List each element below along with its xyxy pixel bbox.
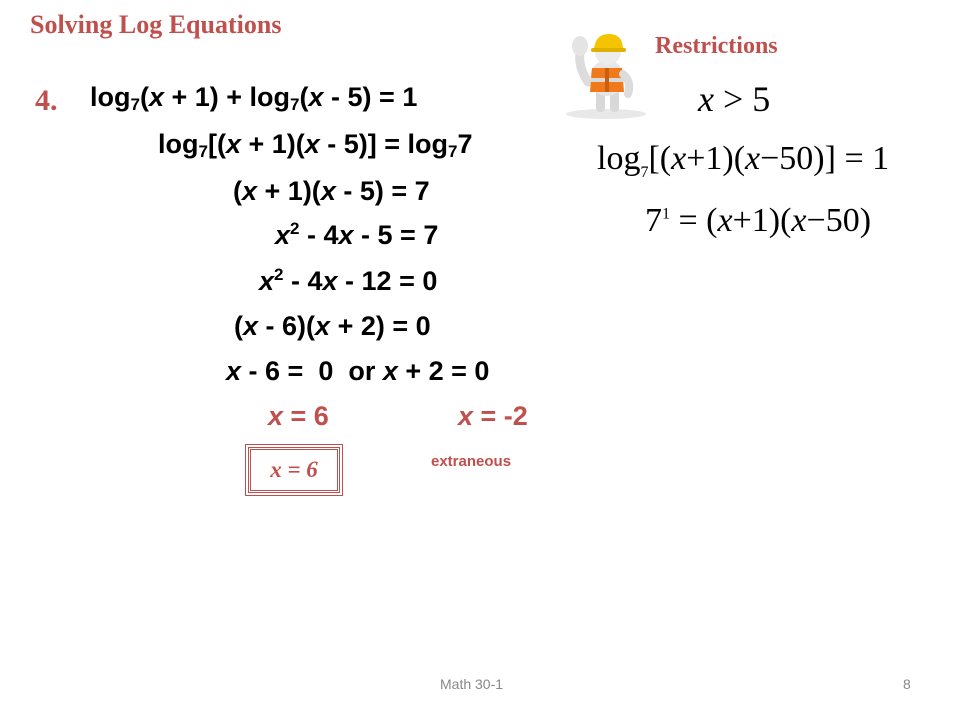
extraneous-label: extraneous [431, 453, 512, 470]
step-2: $\log_7[(x + 1)(x - 5)] = \log_77$ [158, 129, 473, 161]
restriction-equation-2: $7^1 = (x+1)(x-50)$ [645, 202, 872, 239]
restrictions-heading: Restrictions [655, 33, 778, 59]
step-5: $x^2 - 4x - 12 = 0$ [259, 265, 438, 296]
step-3: (x + 1)(x - 5) = 7 [233, 176, 430, 206]
construction-worker-icon [558, 22, 650, 120]
solution-2: x = -2 [458, 401, 528, 431]
footer-course: Math 30-1 [440, 676, 504, 692]
footer-page-number: 8 [903, 676, 911, 692]
step-1: $\log_7(x + 1) + \log_7(x - 5) = 1$ [90, 82, 418, 114]
problem-number: 4. [35, 84, 58, 117]
step-6: (x - 6)(x + 2) = 0 [234, 311, 431, 341]
boxed-answer: x = 6 [248, 447, 340, 493]
step-7: x - 6 = 0 or x + 2 = 0 [226, 356, 490, 386]
slide-title: Solving Log Equations [30, 10, 282, 39]
step-4: $x^2 - 4x - 5 = 7$ [275, 219, 439, 250]
restriction-equation-1: $\log_7[(x+1)(x-50)] = 1$ [597, 140, 890, 181]
solution-1: x = 6 [268, 401, 329, 431]
restriction-condition: x > 5 [698, 79, 771, 119]
